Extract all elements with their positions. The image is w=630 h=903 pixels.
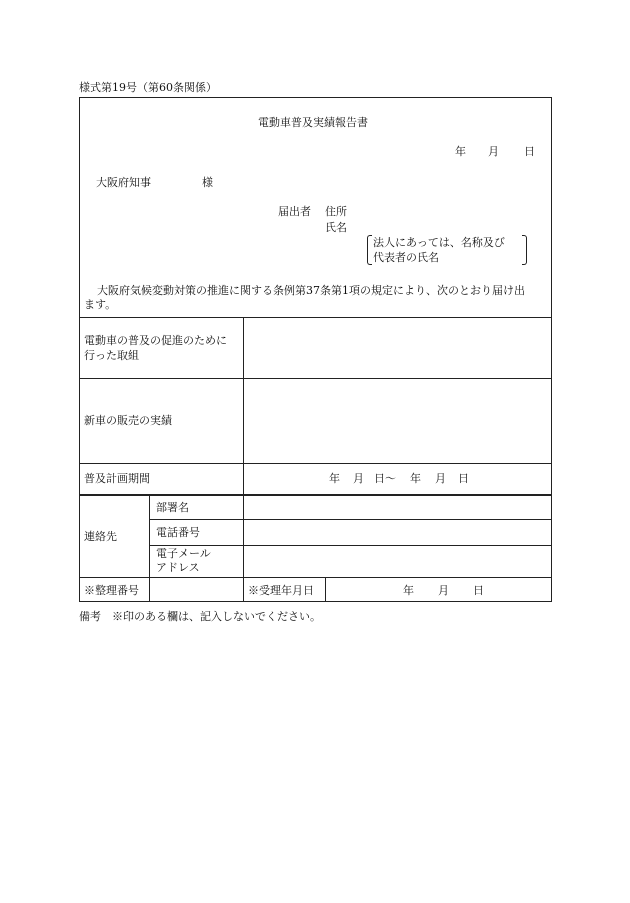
date-day-label: 日 — [524, 145, 535, 158]
period-end-year: 年 — [410, 472, 421, 485]
form-number-label: 様式第19号（第60条関係） — [79, 81, 217, 94]
reporter-name-label: 氏名 — [325, 221, 347, 234]
remarks-note: 備考 ※印のある欄は、記入しないでください。 — [79, 610, 321, 623]
table-top-line — [79, 317, 552, 318]
receipt-date-label: ※受理年月日 — [248, 584, 314, 597]
row-divider — [79, 378, 552, 379]
department-label: 部署名 — [156, 501, 189, 514]
reporter-corporate-note-line2: 代表者の氏名 — [373, 251, 439, 264]
reporter-address-label: 住所 — [325, 205, 347, 218]
email-label-line2: アドレス — [156, 561, 200, 574]
receipt-date-month: 月 — [438, 584, 449, 597]
reference-number-label: ※整理番号 — [84, 584, 139, 597]
reporter-corporate-note-line1: 法人にあっては、名称及び — [373, 236, 505, 249]
efforts-label-line2: 行った取組 — [84, 349, 139, 362]
period-start-year: 年 — [329, 472, 340, 485]
form-title: 電動車普及実績報告書 — [258, 116, 368, 129]
reporter-label: 届出者 — [278, 205, 311, 218]
label-column-divider — [243, 317, 244, 602]
row-divider — [79, 463, 552, 464]
bracket-right — [522, 235, 527, 265]
contact-column-divider — [149, 494, 150, 602]
receipt-column-divider — [325, 577, 326, 602]
efforts-label-line1: 電動車の普及の促進のために — [84, 334, 227, 347]
statement-line2: ます。 — [84, 298, 117, 311]
addressee-honorific: 様 — [202, 176, 213, 189]
receipt-date-day: 日 — [473, 584, 484, 597]
sales-label: 新車の販売の実績 — [84, 414, 172, 427]
statement-line1: 大阪府気候変動対策の推進に関する条例第37条第1項の規定により、次のとおり届け出 — [97, 284, 525, 297]
receipt-date-year: 年 — [403, 584, 414, 597]
bracket-left — [367, 235, 372, 265]
period-end-month: 月 — [435, 472, 446, 485]
period-end-day: 日 — [458, 472, 469, 485]
contact-subrow-divider — [149, 519, 552, 520]
date-month-label: 月 — [488, 145, 499, 158]
period-start-day: 日〜 — [374, 472, 396, 485]
period-label: 普及計画期間 — [84, 472, 150, 485]
date-year-label: 年 — [455, 145, 466, 158]
period-start-month: 月 — [353, 472, 364, 485]
contact-label: 連絡先 — [84, 530, 117, 543]
addressee-name: 大阪府知事 — [96, 176, 151, 189]
contact-subrow-divider — [149, 545, 552, 546]
phone-label: 電話番号 — [156, 526, 200, 539]
email-label-line1: 電子メール — [156, 547, 211, 560]
